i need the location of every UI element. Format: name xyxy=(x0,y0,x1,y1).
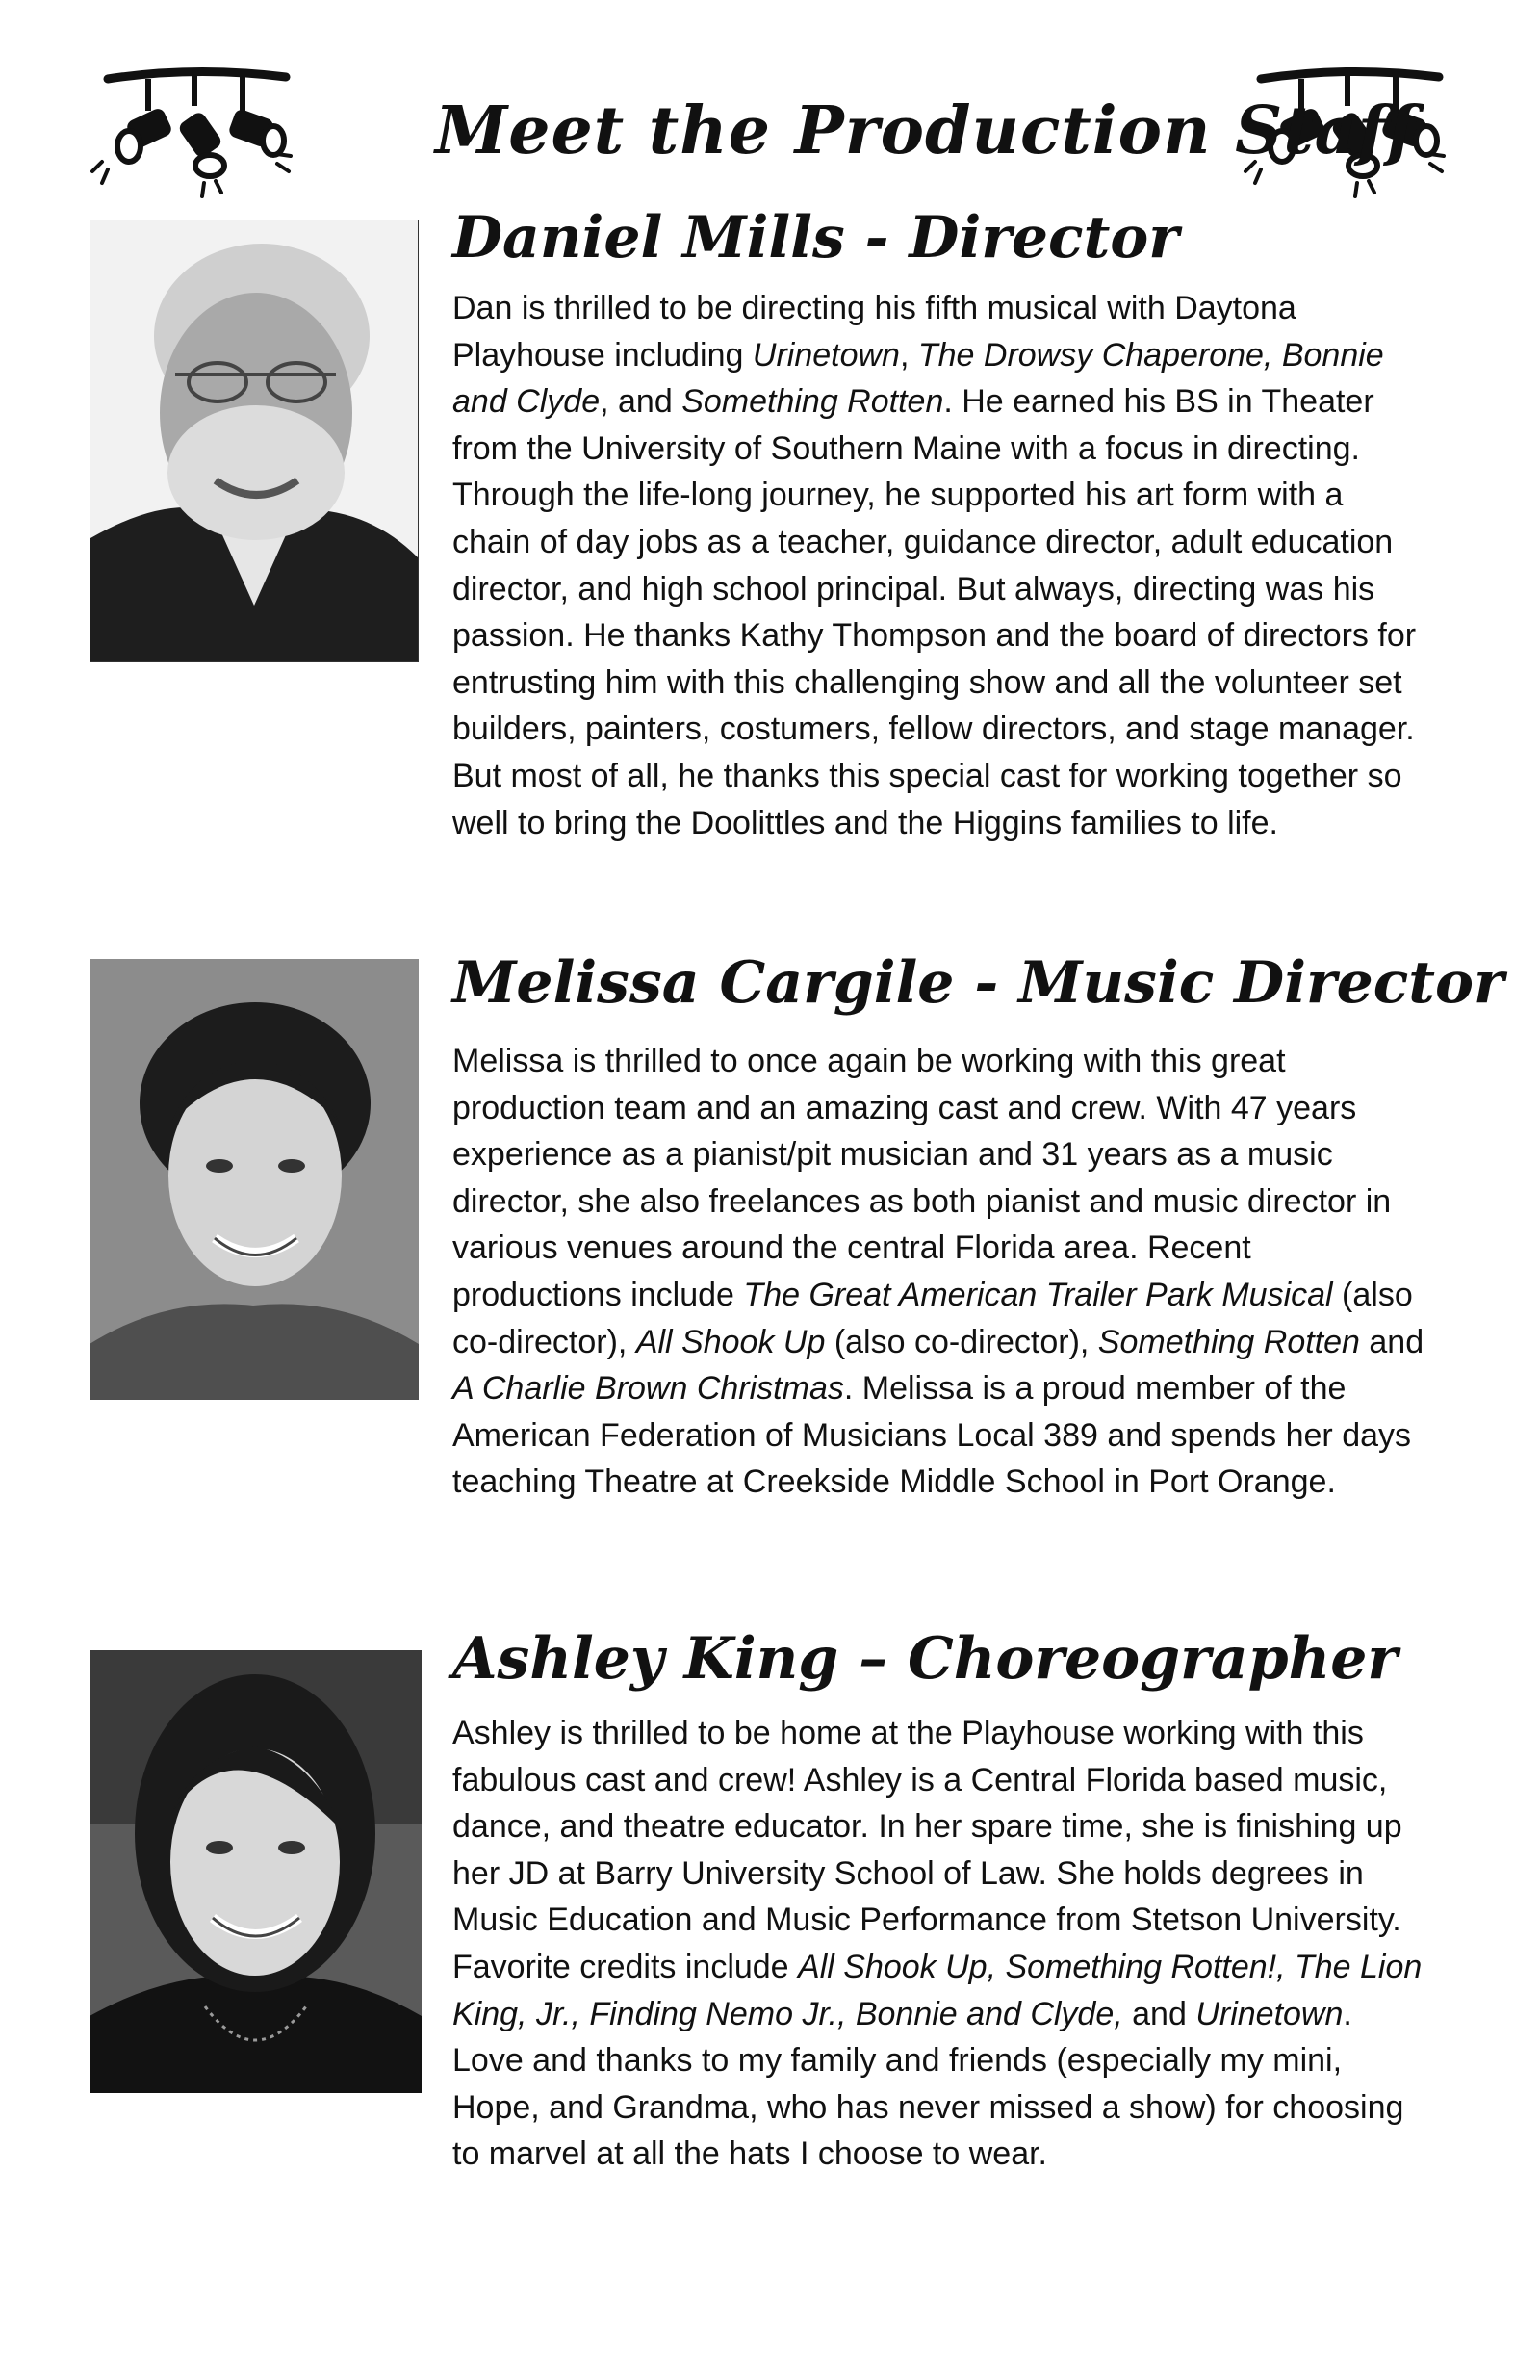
bio-text-segment: (also co-director), xyxy=(825,1323,1098,1360)
bio-title-segment: A Charlie Brown Christmas xyxy=(452,1370,844,1408)
bio-text-segment: , xyxy=(899,336,918,374)
staff-name-daniel: Daniel Mills - Director xyxy=(452,204,1179,272)
bio-text-segment: (also co-director), xyxy=(452,1276,1413,1360)
staff-bio-daniel xyxy=(452,285,1424,846)
staff-bio-melissa xyxy=(452,1038,1424,1506)
bio-text-segment: and xyxy=(1122,1995,1196,2032)
bio-text-segment: Ashley is thrilled to be home at the Playhouse working with this fabulous cast and crew! Ashley is a Central Florida based music, dance, and theatre educator. In her spare time, she is finishing up her JD at Barry University School of Law. She holds degrees in Music Education and Music Performance from Stetson University. Favorite credits include xyxy=(452,1715,1402,1985)
bio-text-segment: Melissa is thrilled to once again be working with this great production team and an amazing cast and crew. With 47 years experience as a pianist/pit musician and 31 years as a music director, she also freelances as both pianist and music director in various venues around the central Florida area. Recent productions include xyxy=(452,1043,1392,1313)
staff-photo-melissa xyxy=(90,959,419,1400)
staff-photo-ashley xyxy=(90,1650,422,2093)
bio-text-segment: . Melissa is a proud member of the American Federation of Musicians Local 389 and spends her days teaching Theatre at Creekside Middle School in Port Orange. xyxy=(452,1370,1412,1501)
bio-title-segment: The Drowsy Chaperone, Bonnie and Clyde xyxy=(452,336,1384,421)
bio-text-segment: . He earned his BS in Theater from the University of Southern Maine with a focus in directing. Through the life-long journey, he supported his art form with a chain of day jobs as a teacher, guidance director, adult education director, and high school principal. But always, directing was his passion. He thanks Kathy Thompson and the board of directors for entrusting him with this challenging show and all the volunteer set builders, painters, costumers, fellow directors, and stage manager. But most of all, he thanks this special cast for working together so well to bring the Doolittles and the Higgins families to life. xyxy=(452,383,1417,841)
staff-name-melissa: Melissa Cargile - Music Director xyxy=(452,949,1504,1017)
bio-title-segment: All Shook Up, Something Rotten!, The Lion King, Jr., Finding Nemo Jr., Bonnie and Clyde, xyxy=(452,1948,1423,2032)
stage-lights-icon xyxy=(89,58,305,202)
staff-photo-daniel xyxy=(90,220,419,662)
bio-title-segment: All Shook Up xyxy=(635,1323,826,1360)
bio-title-segment: The Great American Trailer Park Musical xyxy=(743,1276,1333,1313)
bio-title-segment: Something Rotten xyxy=(681,383,944,421)
bio-title-segment: Urinetown xyxy=(752,336,900,374)
page-title: Meet the Production Staff xyxy=(435,92,1417,169)
bio-title-segment: Something Rotten xyxy=(1097,1323,1360,1360)
bio-text-segment: . Love and thanks to my family and friends (especially my mini, Hope, and Grandma, who has never missed a show) for choosing to marvel at all the hats I choose to wear. xyxy=(452,1995,1404,2173)
staff-name-ashley: Ashley King – Choreographer xyxy=(452,1625,1398,1693)
bio-title-segment: Urinetown xyxy=(1195,1995,1344,2032)
bio-text-segment: and xyxy=(1359,1323,1424,1360)
staff-bio-ashley xyxy=(452,1710,1424,2178)
bio-text-segment: Dan is thrilled to be directing his fifth musical with Daytona Playhouse including xyxy=(452,290,1296,374)
bio-text-segment: , and xyxy=(600,383,682,421)
